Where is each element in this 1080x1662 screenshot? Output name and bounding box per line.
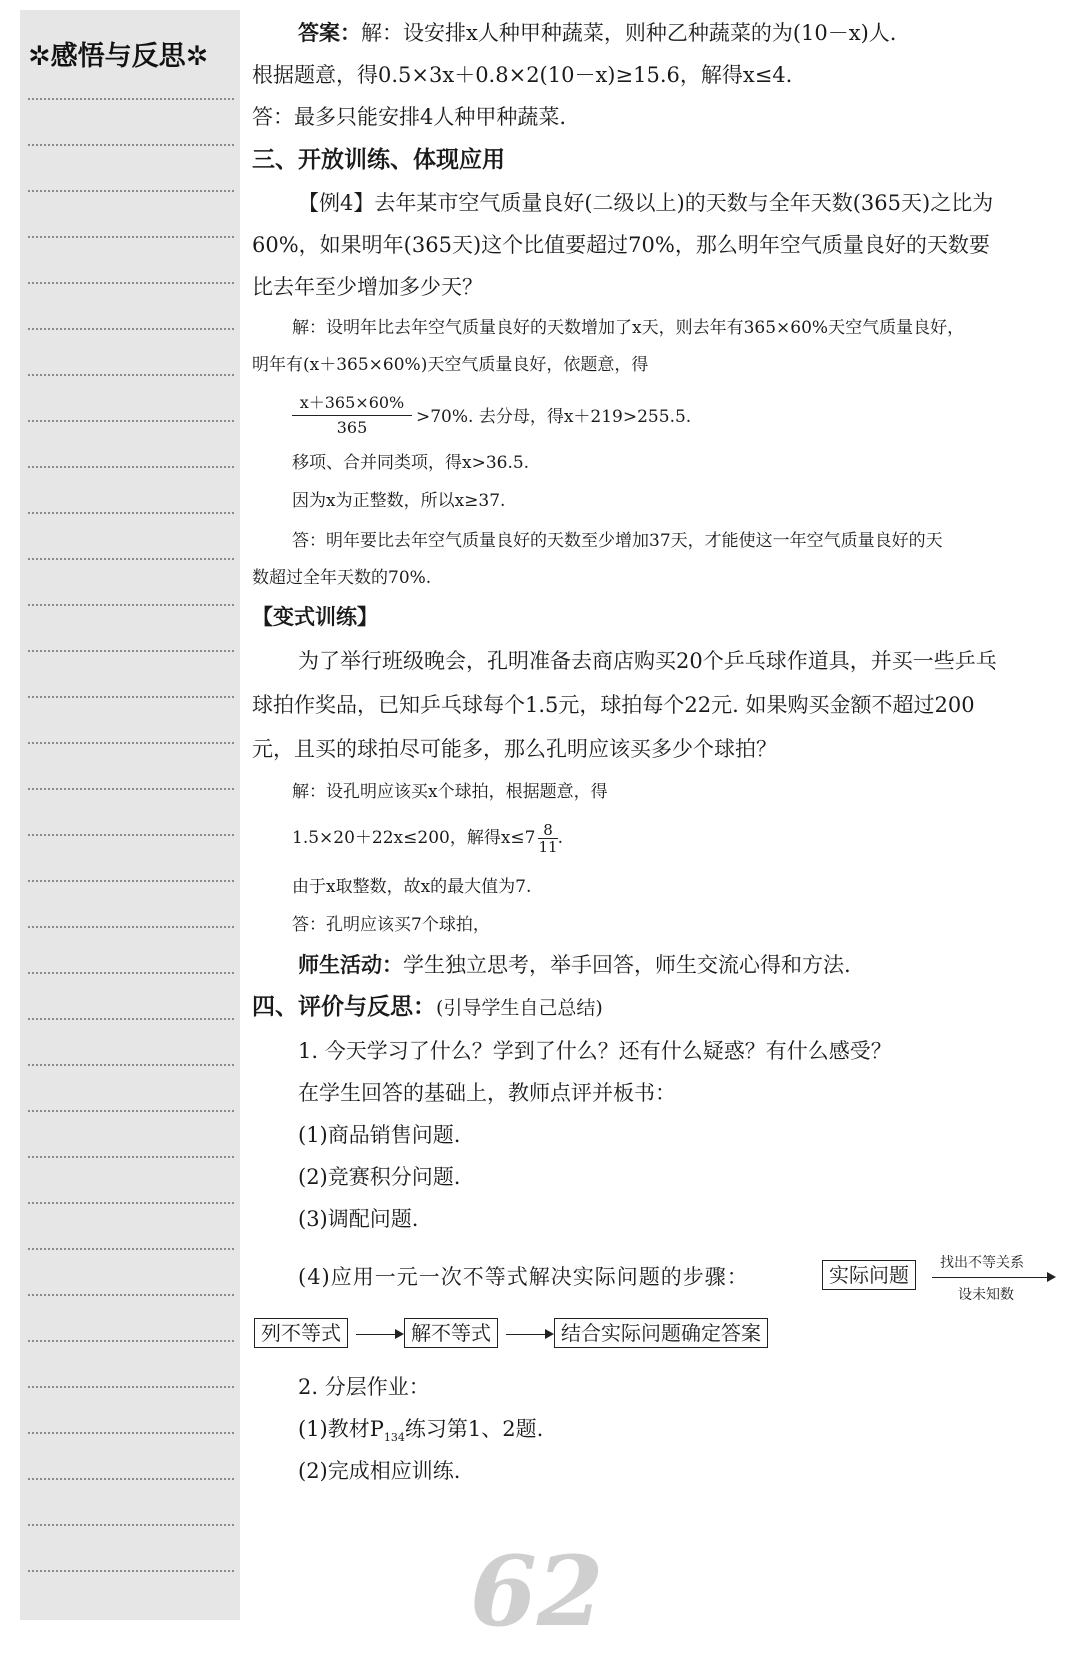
solution-4-line-2: 明年有(x＋365×60%)天空气质量良好，依题意，得 — [252, 355, 649, 375]
homework-1-sub: 134 — [383, 1431, 405, 1445]
note-line — [28, 1524, 234, 1526]
note-line — [28, 834, 234, 836]
solution-4-line-6: 答：明年要比去年空气质量良好的天数至少增加37天，才能使这一年空气质量良好的天 — [292, 531, 943, 551]
note-line — [28, 788, 234, 790]
note-line — [28, 328, 234, 330]
flow-box-actual-problem: 实际问题 — [822, 1260, 916, 1290]
solution-v-expr: 1.5×20＋22x≤200，解得x≤7 — [292, 828, 536, 848]
solution-4-after-fraction: >70%. 去分母，得x＋219>255.5. — [416, 407, 692, 427]
note-line — [28, 98, 234, 100]
note-line — [28, 1570, 234, 1572]
note-line — [28, 1202, 234, 1204]
example-4-line-2: 60%，如果明年(365天)这个比值要超过70%，那么明年空气质量良好的天数要 — [252, 233, 990, 257]
variant-line-1: 为了举行班级晚会，孔明准备去商店购买20个乒乓球作道具，并买一些乒乓 — [298, 649, 997, 673]
answer-line-1 — [298, 18, 896, 48]
answer-text: 解：设安排x人种甲种蔬菜，则种乙种蔬菜的为(10－x)人. — [361, 21, 897, 45]
example-4-line-1: 【例4】去年某市空气质量良好(二级以上)的天数与全年天数(365天)之比为 — [298, 191, 994, 215]
note-line — [28, 558, 234, 560]
homework-title: 2. 分层作业： — [298, 1375, 430, 1399]
note-line — [28, 696, 234, 698]
solution-v-line-3: 由于x取整数，故x的最大值为7. — [292, 877, 532, 897]
note-line — [28, 1432, 234, 1434]
flow-arrow-icon — [932, 1277, 1054, 1278]
note-line — [28, 880, 234, 882]
note-line — [28, 1386, 234, 1388]
solution-v-line-4: 答：孔明应该买7个球拍， — [292, 915, 490, 935]
answer-label: 答案： — [298, 21, 361, 45]
reflection-sidebar — [20, 10, 240, 1620]
note-line — [28, 650, 234, 652]
reflection-q1b: 在学生回答的基础上，教师点评并板书： — [298, 1081, 676, 1105]
note-line — [28, 972, 234, 974]
fraction-denominator: 11 — [538, 838, 558, 856]
note-line — [28, 144, 234, 146]
answer-line-2: 根据题意，得0.5×3x＋0.8×2(10－x)≥15.6，解得x≤4. — [252, 63, 793, 87]
reflection-item-3: (3)调配问题. — [298, 1207, 419, 1231]
note-line — [28, 926, 234, 928]
homework-item-1 — [298, 1414, 543, 1453]
flow-box-determine-answer: 结合实际问题确定答案 — [554, 1318, 768, 1348]
note-line — [28, 236, 234, 238]
solution-4-line-7: 数超过全年天数的70%. — [252, 568, 432, 588]
solution-4-line-1: 解：设明年比去年空气质量良好的天数增加了x天，则去年有365×60%天空气质量良好， — [292, 318, 965, 338]
fraction-numerator: 8 — [538, 822, 557, 839]
solution-4-line-5: 因为x为正整数，所以x≥37. — [292, 491, 506, 511]
solution-v-line-2 — [292, 822, 563, 855]
note-line — [28, 512, 234, 514]
flow-box-write-inequality: 列不等式 — [254, 1318, 348, 1348]
sidebar-title: ✲感悟与反思✲ — [28, 41, 209, 72]
note-line — [28, 1340, 234, 1342]
section-4-heading-line — [252, 992, 603, 1023]
solution-4-fraction — [292, 390, 412, 437]
note-line — [28, 374, 234, 376]
note-line — [28, 1294, 234, 1296]
fraction-numerator: x＋365×60% — [292, 390, 412, 416]
reflection-item-4: (4)应用一元一次不等式解决实际问题的步骤： — [298, 1265, 749, 1289]
solution-4-line-4: 移项、合并同类项，得x>36.5. — [292, 453, 530, 473]
flow-arrow-top-label: 找出不等关系 — [940, 1255, 1024, 1271]
note-line — [28, 190, 234, 192]
note-line — [28, 282, 234, 284]
homework-1-post: 练习第1、2题. — [404, 1417, 544, 1441]
solution-v-period: . — [557, 828, 563, 848]
flow-arrow-icon — [356, 1334, 402, 1335]
activity-line — [298, 950, 851, 980]
flow-arrow-icon — [506, 1334, 552, 1335]
homework-1-pre: (1)教材P — [298, 1417, 384, 1441]
note-line — [28, 1018, 234, 1020]
note-line — [28, 1248, 234, 1250]
reflection-item-1: (1)商品销售问题. — [298, 1123, 461, 1147]
note-line — [28, 1478, 234, 1480]
fraction-denominator: 365 — [336, 418, 368, 437]
activity-label: 师生活动： — [298, 953, 403, 977]
note-line — [28, 420, 234, 422]
section-3-heading: 三、开放训练、体现应用 — [252, 147, 505, 173]
solution-v-line-1: 解：设孔明应该买x个球拍，根据题意，得 — [292, 782, 608, 802]
reflection-q1: 1. 今天学习了什么？学到了什么？还有什么疑惑？有什么感受？ — [298, 1039, 892, 1063]
variant-line-2: 球拍作奖品，已知乒乓球每个1.5元，球拍每个22元. 如果购买金额不超过200 — [252, 693, 975, 717]
activity-text: 学生独立思考，举手回答，师生交流心得和方法. — [403, 953, 851, 977]
section-4-heading: 四、评价与反思： — [252, 994, 436, 1020]
section-4-note: (引导学生自己总结) — [436, 997, 603, 1019]
note-line — [28, 466, 234, 468]
flow-arrow-bottom-label: 设未知数 — [958, 1287, 1014, 1303]
example-4-line-3: 比去年至少增加多少天？ — [252, 275, 483, 299]
variant-line-3: 元，且买的球拍尽可能多，那么孔明应该买多少个球拍？ — [252, 737, 777, 761]
answer-line-3: 答：最多只能安排4人种甲种蔬菜. — [252, 105, 567, 129]
flow-box-solve-inequality: 解不等式 — [404, 1318, 498, 1348]
note-line — [28, 1110, 234, 1112]
page-number: 62 — [470, 1535, 604, 1648]
homework-item-2: (2)完成相应训练. — [298, 1459, 461, 1483]
reflection-item-2: (2)竞赛积分问题. — [298, 1165, 461, 1189]
note-line — [28, 1156, 234, 1158]
variant-heading: 【变式训练】 — [252, 605, 378, 629]
note-line — [28, 742, 234, 744]
solution-v-fraction — [538, 822, 557, 855]
note-line — [28, 1064, 234, 1066]
note-line — [28, 604, 234, 606]
